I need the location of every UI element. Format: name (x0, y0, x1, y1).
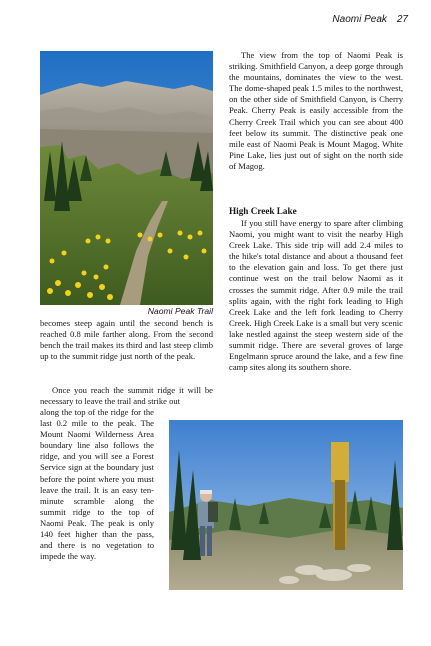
hiker-sign-image (169, 420, 403, 590)
left-para-2-narrow: along the top of the ridge for the last 0.2 mile to the peak. The Mount Naomi Wilderness Area boundary line also follows the ridge, and you will see a Forest Service sign at the boundary just before the point where you must leave the trail. It is an easy ten-minute scramble along the summit ridge to the top of Naomi Peak. The peak is only 140 feet higher than the pass, and there is no vegetation to impede the way. (40, 407, 154, 562)
right-para-1: The view from the top of Naomi Peak is striking. Smithfield Canyon, a deep gorge through the mountains, dominates the view to the west. The dome-shaped peak 1.5 miles to the northwest, on the other side of Smithfield Canyon, is Cherry Peak. Cherry Peak is easily accessible from the Cherry Creek Trail which you can see about 400 feet below its summit. The distinctive peak one mile east of Naomi Peak is Mount Magog. White Pine Lake, lies just out of sight on the north side of Magog. (229, 50, 403, 171)
page-number: 27 (396, 14, 408, 25)
running-header (300, 14, 408, 28)
photo-caption: Naomi Peak Trail (147, 306, 213, 316)
hiker-sign-photo (169, 420, 403, 590)
trail-meadow-photo (40, 51, 213, 305)
right-para-2: If you still have energy to spare after climbing Naomi, you might want to visit the nearby High Creek Lake. This side trip will add 2.4 miles to the hike's total distance and about a thousand feet to the elevation gain and loss. To get there just continue west on the trail below Naomi as it crosses the summit ridge. After 0.9 mile the trail splits again, with the right fork leading to High Creek Lake and the left fork leading to Cherry Creek. High Creek Lake is a small but very scenic lake nestled against the steep western side of the summit ridge. There are several groves of large Engelmann spruce around the lake, and a few fine camp sites along its southern shore. (229, 218, 403, 373)
section-heading: High Creek Lake (229, 206, 297, 216)
trail-meadow-image (40, 51, 213, 305)
left-para-2-wide: Once you reach the summit ridge it will be necessary to leave the trail and strike out (40, 385, 213, 407)
left-para-1: becomes steep again until the second bench is reached 0.8 mile farther along. From the second bench the trail makes its third and last steep climb up to the summit ridge just north of the peak. (40, 318, 213, 362)
header-title: Naomi Peak (332, 14, 387, 25)
